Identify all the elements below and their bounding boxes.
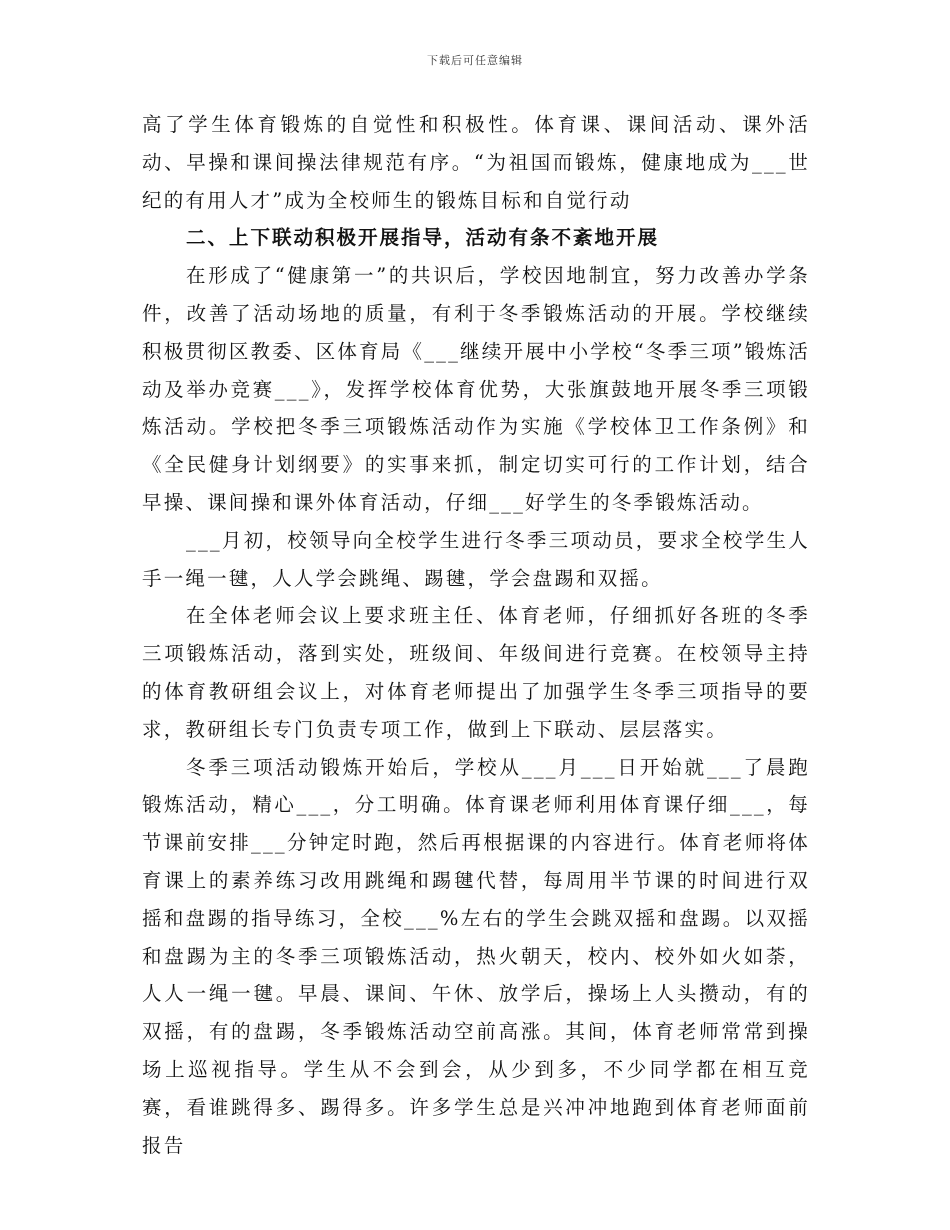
paragraph: 在形成了“健康第一”的共识后，学校因地制宜，努力改善办学条件，改善了活动场地的质量，有利于冬季锻炼活动的开展。学校继续积极贯彻区教委、区体育局《___继续开展中小学校“冬季三项”锻炼活动及举办竞赛___》，发挥学校体育优势，大张旗鼓地开展冬季三项锻炼活动。学校把冬季三项锻炼活动作为实施《学校体卫工作条例》和《全民健身计划纲要》的实事来抓，制定切实可行的工作计划，结合早操、课间操和课外体育活动，仔细___好学生的冬季锻炼活动。 [142,264,810,514]
paragraph-continuation: 高了学生体育锻炼的自觉性和积极性。体育课、课间活动、课外活动、早操和课间操法律规范有序。“为祖国而锻炼，健康地成为___世纪的有用人才”成为全校师生的锻炼目标和自觉行动 [142,113,810,212]
document-body [142,106,810,1164]
paragraph: ___月初，校领导向全校学生进行冬季三项动员，要求全校学生人手一绳一毽，人人学会跳绳、踢毽，学会盘踢和双摇。 [142,528,810,590]
paragraph: 在全体老师会议上要求班主任、体育老师，仔细抓好各班的冬季三项锻炼活动，落到实处，班级间、年级间进行竞赛。在校领导主持的体育教研组会议上，对体育老师提出了加强学生冬季三项指导的要求，教研组长专门负责专项工作，做到上下联动、层层落实。 [142,604,810,741]
section-heading: 二、上下联动积极开展指导，活动有条不紊地开展 [186,226,660,250]
paragraph: 冬季三项活动锻炼开始后，学校从___月___日开始就___了晨跑锻炼活动，精心___，分工明确。体育课老师利用体育课仔细___，每节课前安排___分钟定时跑，然后再根据课的内容进行。体育老师将体育课上的素养练习改用跳绳和踢毽代替，每周用半节课的时间进行双摇和盘踢的指导练习，全校___%左右的学生会跳双摇和盘踢。以双摇和盘踢为主的冬季三项锻炼活动，热火朝天，校内、校外如火如荼，人人一绳一毽。早晨、课间、午休、放学后，操场上人头攒动，有的双摇，有的盘踢，冬季锻炼活动空前高涨。其间，体育老师常常到操场上巡视指导。学生从不会到会，从少到多，不少同学都在相互竞赛，看谁跳得多、踢得多。许多学生总是兴冲冲地跑到体育老师面前报告 [142,755,810,1157]
page-header-note: 下载后可任意编辑 [427,54,523,67]
